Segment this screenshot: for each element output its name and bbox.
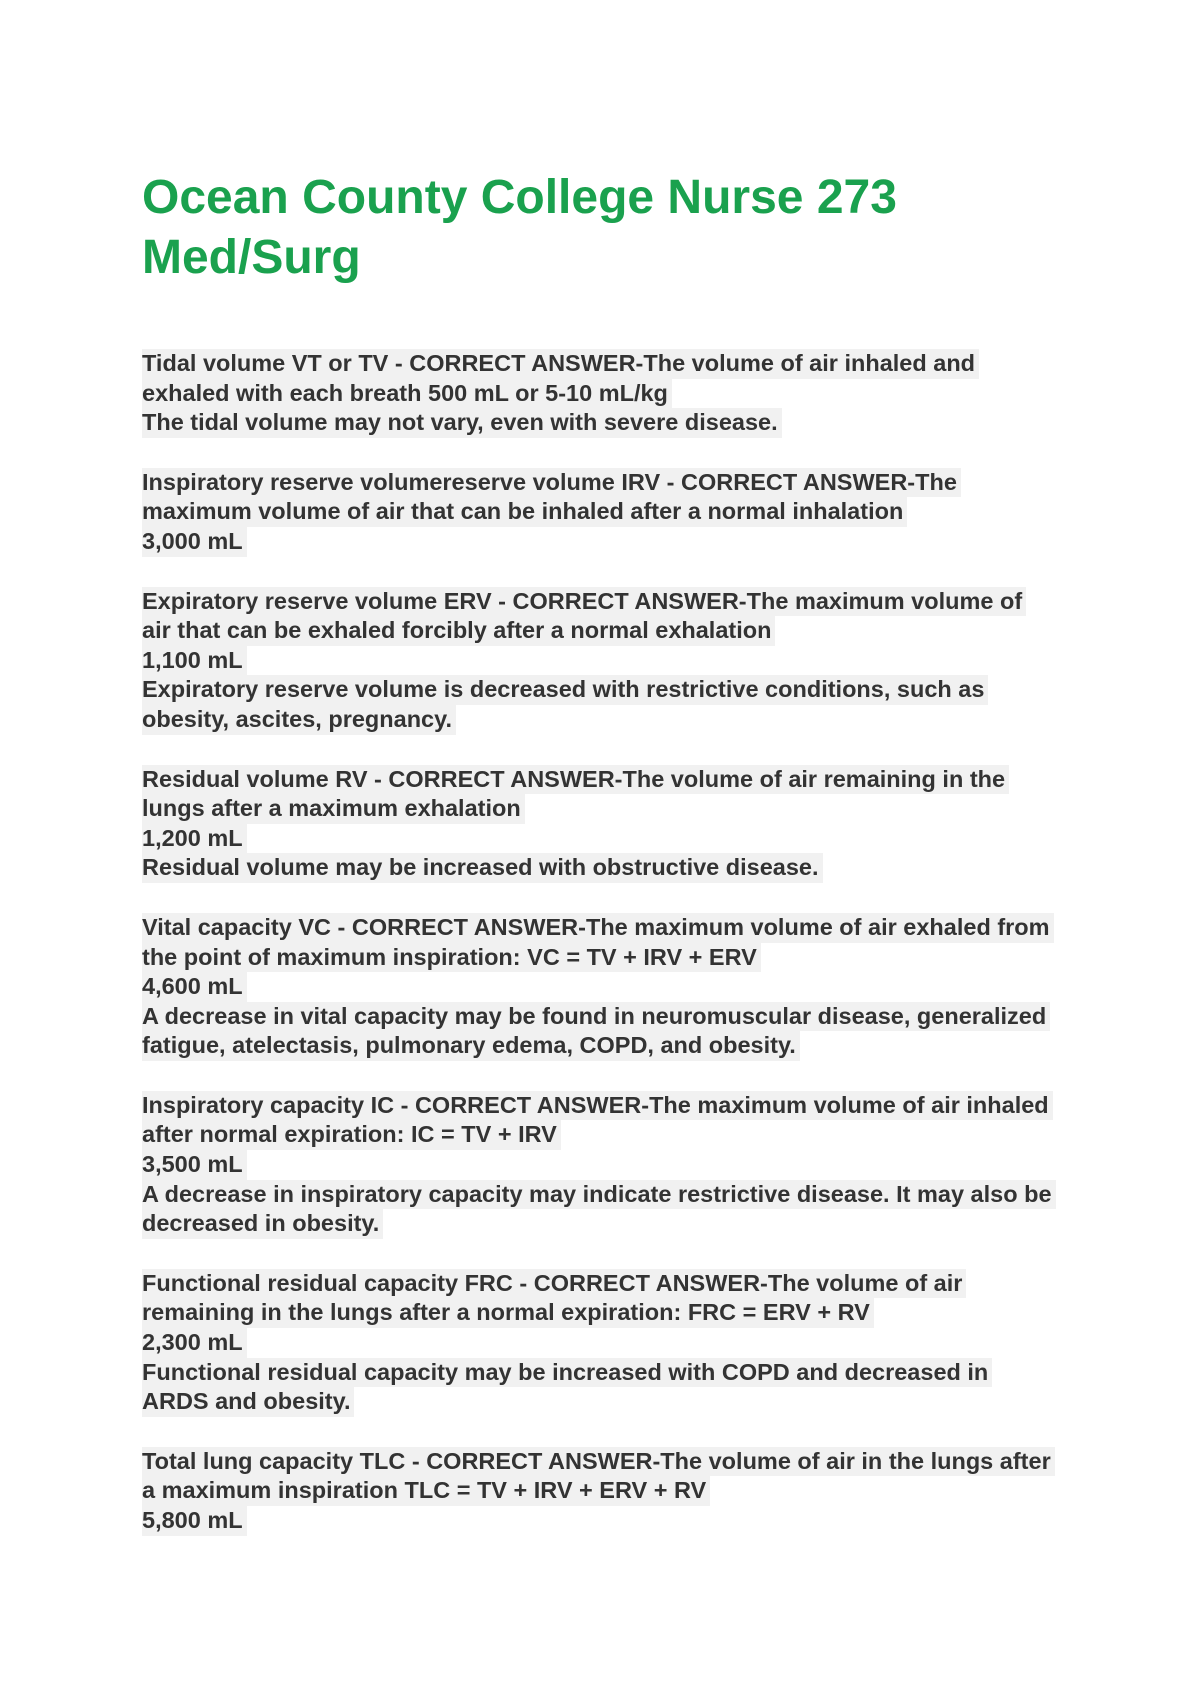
entry-line: remaining in the lungs after a normal expiration: FRC = ERV + RV <box>142 1298 874 1328</box>
entry-tidal-volume <box>142 349 1072 438</box>
document-title-line: Med/Surg <box>142 231 361 284</box>
entry-line: maximum volume of air that can be inhaled after a normal inhalation <box>142 497 907 527</box>
entry-total-lung-capacity <box>142 1447 1072 1536</box>
entry-line: obesity, ascites, pregnancy. <box>142 705 456 735</box>
entry-line: Expiratory reserve volume ERV - CORRECT ANSWER-The maximum volume of <box>142 587 1026 617</box>
entry-line: 1,200 mL <box>142 824 247 854</box>
entry-line: air that can be exhaled forcibly after a normal exhalation <box>142 616 775 646</box>
entry-line: Residual volume RV - CORRECT ANSWER-The volume of air remaining in the <box>142 765 1009 795</box>
entry-line: Total lung capacity TLC - CORRECT ANSWER-The volume of air in the lungs after <box>142 1447 1055 1477</box>
entry-residual-volume <box>142 765 1072 883</box>
entry-line: Inspiratory capacity IC - CORRECT ANSWER-The maximum volume of air inhaled <box>142 1091 1053 1121</box>
document-title-line: Ocean County College Nurse 273 <box>142 171 897 224</box>
entry-inspiratory-capacity <box>142 1091 1072 1239</box>
document-body <box>142 349 1072 1566</box>
entry-line: Functional residual capacity FRC - CORRECT ANSWER-The volume of air <box>142 1269 966 1299</box>
entry-vital-capacity <box>142 913 1072 1061</box>
entry-line: Tidal volume VT or TV - CORRECT ANSWER-The volume of air inhaled and <box>142 349 979 379</box>
entry-line: Residual volume may be increased with obstructive disease. <box>142 853 823 883</box>
entry-line: 1,100 mL <box>142 646 247 676</box>
entry-line: after normal expiration: IC = TV + IRV <box>142 1120 561 1150</box>
entry-line: a maximum inspiration TLC = TV + IRV + ERV + RV <box>142 1476 710 1506</box>
entry-line: 3,500 mL <box>142 1150 247 1180</box>
entry-line: lungs after a maximum exhalation <box>142 794 525 824</box>
document-title <box>142 168 1042 288</box>
entry-line: Inspiratory reserve volumereserve volume IRV - CORRECT ANSWER-The <box>142 468 961 498</box>
entry-line: 3,000 mL <box>142 527 247 557</box>
entry-line: the point of maximum inspiration: VC = TV + IRV + ERV <box>142 943 761 973</box>
entry-expiratory-reserve-volume <box>142 587 1072 735</box>
entry-line: decreased in obesity. <box>142 1209 383 1239</box>
entry-functional-residual-capacity <box>142 1269 1072 1417</box>
entry-line: Functional residual capacity may be increased with COPD and decreased in <box>142 1358 992 1388</box>
entry-line: ARDS and obesity. <box>142 1387 354 1417</box>
entry-line: exhaled with each breath 500 mL or 5-10 mL/kg <box>142 379 672 409</box>
entry-line: 5,800 mL <box>142 1506 247 1536</box>
entry-line: Expiratory reserve volume is decreased with restrictive conditions, such as <box>142 675 988 705</box>
entry-line: 4,600 mL <box>142 972 247 1002</box>
entry-line: A decrease in inspiratory capacity may indicate restrictive disease. It may also be <box>142 1180 1056 1210</box>
entry-line: The tidal volume may not vary, even with severe disease. <box>142 408 782 438</box>
entry-line: A decrease in vital capacity may be found in neuromuscular disease, generalized <box>142 1002 1050 1032</box>
entry-inspiratory-reserve-volume <box>142 468 1072 557</box>
entry-line: 2,300 mL <box>142 1328 247 1358</box>
entry-line: Vital capacity VC - CORRECT ANSWER-The maximum volume of air exhaled from <box>142 913 1054 943</box>
entry-line: fatigue, atelectasis, pulmonary edema, COPD, and obesity. <box>142 1031 800 1061</box>
